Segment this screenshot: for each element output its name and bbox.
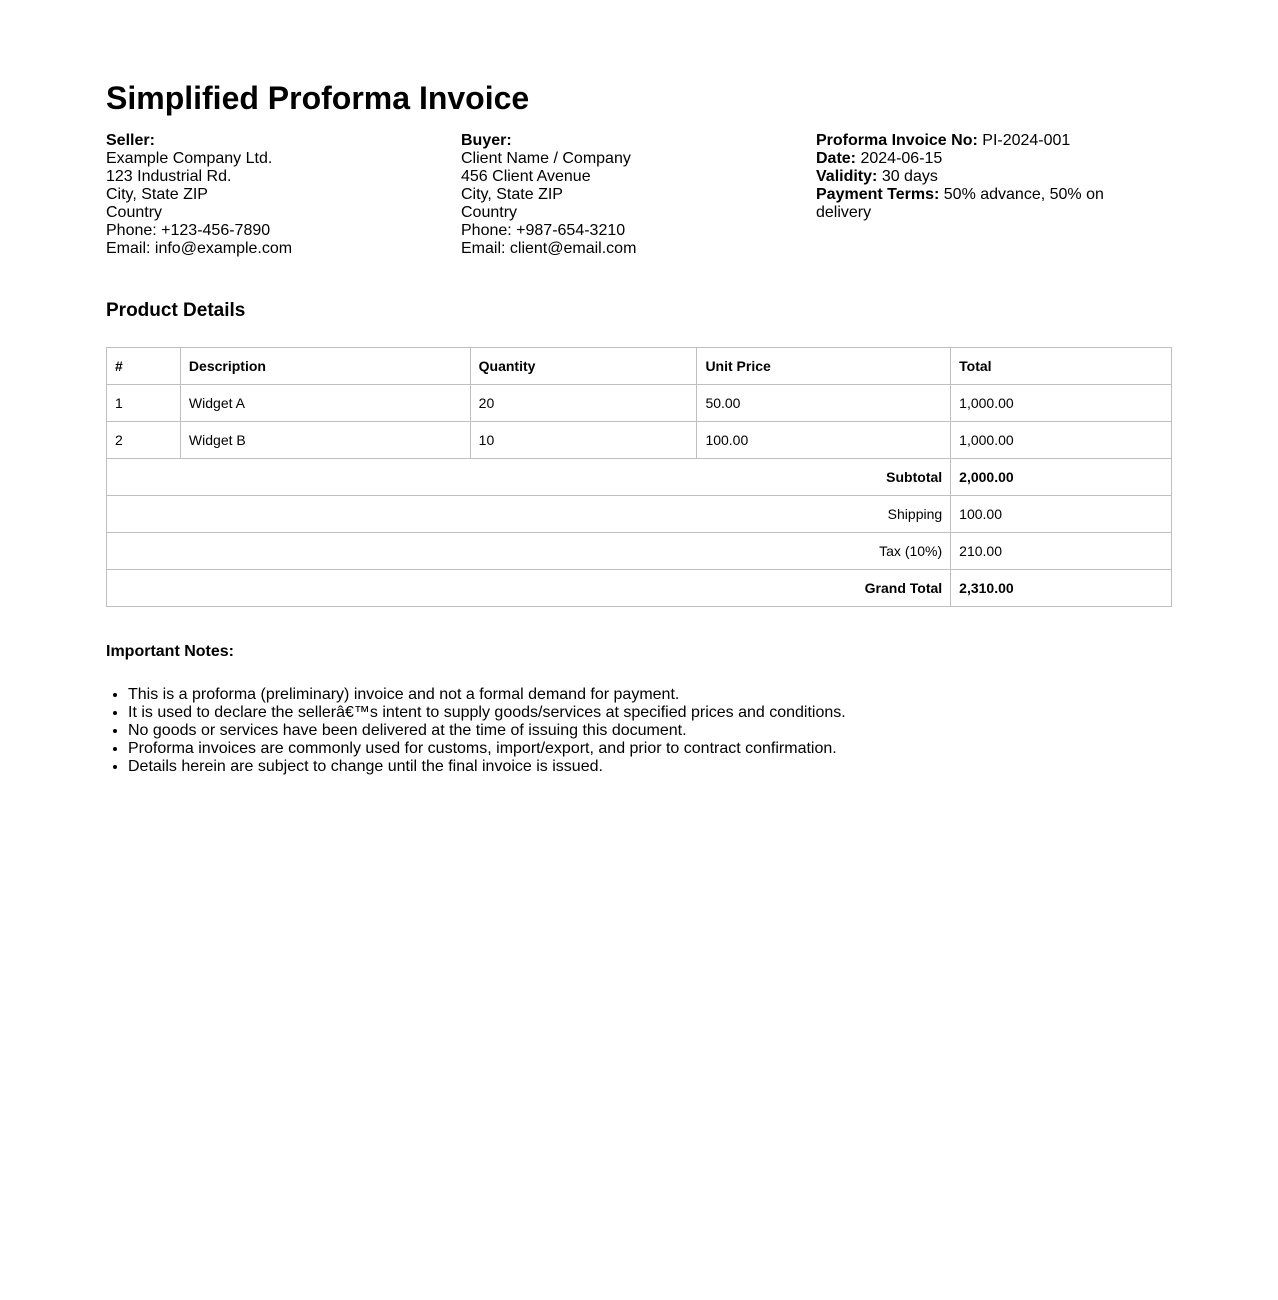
invoice-number: PI-2024-001 xyxy=(982,132,1071,149)
tax-label: Tax (10%) xyxy=(107,533,951,570)
table-row xyxy=(107,422,1172,459)
payment-terms-label: Payment Terms: xyxy=(816,186,940,203)
column-header-number: # xyxy=(107,348,181,385)
payment-terms-line xyxy=(816,186,1116,222)
date-value: 2024-06-15 xyxy=(860,150,943,167)
row-number: 2 xyxy=(107,422,181,459)
subtotal-row xyxy=(107,459,1172,496)
row-description: Widget A xyxy=(180,385,470,422)
buyer-city: City, State ZIP xyxy=(461,186,563,203)
grand-total-row xyxy=(107,570,1172,607)
row-number: 1 xyxy=(107,385,181,422)
shipping-value: 100.00 xyxy=(951,496,1172,533)
payment-terms-value: 50% advance, 50% on delivery xyxy=(816,186,1104,221)
subtotal-value: 2,000.00 xyxy=(951,459,1172,496)
row-total: 1,000.00 xyxy=(951,422,1172,459)
buyer-label: Buyer: xyxy=(461,132,512,149)
row-unit-price: 50.00 xyxy=(697,385,951,422)
seller-phone: Phone: +123-456-7890 xyxy=(106,222,271,239)
seller-address: 123 Industrial Rd. xyxy=(106,168,232,185)
table-row xyxy=(107,385,1172,422)
seller-country: Country xyxy=(106,204,163,221)
notes-list xyxy=(106,686,1128,776)
row-total: 1,000.00 xyxy=(951,385,1172,422)
seller-block xyxy=(106,132,461,258)
invoice-number-label: Proforma Invoice No: xyxy=(816,132,978,149)
validity-line xyxy=(816,168,1116,186)
invoice-meta-block xyxy=(816,132,1116,258)
seller-city: City, State ZIP xyxy=(106,186,208,203)
seller-email: Email: info@example.com xyxy=(106,240,293,257)
buyer-block xyxy=(461,132,816,258)
buyer-country: Country xyxy=(461,204,518,221)
notes-heading: Important Notes: xyxy=(106,643,234,660)
buyer-email: Email: client@email.com xyxy=(461,240,637,257)
seller-name: Example Company Ltd. xyxy=(106,150,273,167)
list-item: • Details herein are subject to change until the final invoice is issued. xyxy=(128,758,1128,776)
list-item: • This is a proforma (preliminary) invoice and not a formal demand for payment. xyxy=(128,686,1128,704)
row-quantity: 10 xyxy=(470,422,697,459)
row-quantity: 20 xyxy=(470,385,697,422)
table-header-row xyxy=(107,348,1172,385)
buyer-address: 456 Client Avenue xyxy=(461,168,591,185)
row-unit-price: 100.00 xyxy=(697,422,951,459)
column-header-description: Description xyxy=(180,348,470,385)
shipping-label: Shipping xyxy=(107,496,951,533)
validity-label: Validity: xyxy=(816,168,878,185)
tax-row xyxy=(107,533,1172,570)
shipping-row xyxy=(107,496,1172,533)
buyer-phone: Phone: +987-654-3210 xyxy=(461,222,626,239)
buyer-name: Client Name / Company xyxy=(461,150,631,167)
tax-value: 210.00 xyxy=(951,533,1172,570)
subtotal-label: Subtotal xyxy=(107,459,951,496)
grand-total-label: Grand Total xyxy=(107,570,951,607)
date-line xyxy=(816,150,1116,168)
party-info xyxy=(106,132,1172,258)
validity-value: 30 days xyxy=(881,168,938,185)
column-header-unit-price: Unit Price xyxy=(697,348,951,385)
invoice-number-line xyxy=(816,132,1116,150)
seller-label: Seller: xyxy=(106,132,155,149)
row-description: Widget B xyxy=(180,422,470,459)
product-table xyxy=(106,347,1172,607)
date-label: Date: xyxy=(816,150,857,167)
column-header-quantity: Quantity xyxy=(470,348,697,385)
list-item: • It is used to declare the sellerâ€™s intent to supply goods/services at specified prices and conditions. xyxy=(128,704,1128,722)
grand-total-value: 2,310.00 xyxy=(951,570,1172,607)
column-header-total: Total xyxy=(951,348,1172,385)
product-details-heading: Product Details xyxy=(106,300,246,321)
page-title: Simplified Proforma Invoice xyxy=(106,80,530,116)
list-item: • Proforma invoices are commonly used for customs, import/export, and prior to contract confirmation. xyxy=(128,740,1128,758)
list-item: • No goods or services have been delivered at the time of issuing this document. xyxy=(128,722,1128,740)
